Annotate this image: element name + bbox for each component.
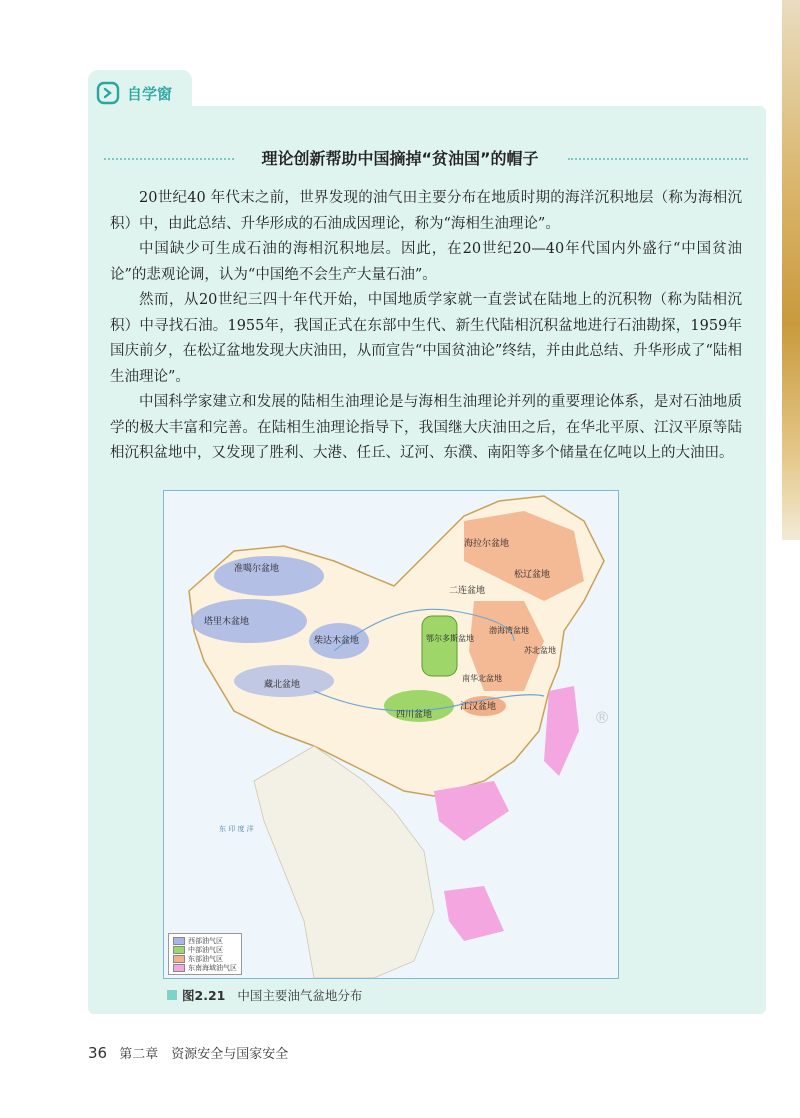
figure-number: 图2.21	[182, 988, 226, 1003]
legend-swatch	[173, 946, 185, 954]
paragraph-1: 20世纪40 年代末之前，世界发现的油气田主要分布在地质时期的海洋沉积地层（称为海相沉积）中，由此总结、升华形成的石油成因理论，称为“海相生油理论”。	[110, 190, 742, 232]
label-songliao-basin: 松辽盆地	[514, 570, 551, 580]
ordos-basin-area	[422, 616, 457, 676]
label-east-indian-ocean: 东 印 度 洋	[219, 825, 254, 833]
label-erlian-basin: 二连盆地	[449, 586, 486, 596]
figure-caption	[167, 986, 362, 1004]
label-bohai-basin: 渤海湾盆地	[489, 626, 529, 635]
label-ordos-basin: 鄂尔多斯盆地	[426, 634, 474, 643]
figure-caption-text: 中国主要油气盆地分布	[237, 988, 363, 1003]
label-sichuan-basin: 四川盆地	[396, 710, 433, 720]
box-title: 理论创新帮助中国摘掉“贫油国”的帽子	[261, 149, 539, 168]
label-junggar-basin: 准噶尔盆地	[234, 564, 280, 574]
publisher-trademark: ®	[594, 708, 610, 727]
east-sea-oil-area	[544, 686, 579, 776]
legend-label: 中部油气区	[188, 945, 223, 954]
legend-label: 西部油气区	[188, 936, 223, 945]
legend-swatch	[173, 955, 185, 963]
oil-basin-map	[163, 490, 619, 979]
section-tab-label: 自学窗	[127, 85, 173, 103]
label-tibet-basin: 藏北盆地	[264, 680, 301, 690]
title-rule-left	[104, 158, 234, 160]
legend-item-southeast-sea	[173, 963, 237, 972]
label-tarim-basin: 塔里木盆地	[204, 617, 250, 627]
map-legend	[168, 933, 242, 975]
south-sea-oil-area-2	[444, 886, 504, 941]
title-rule-right	[568, 158, 748, 160]
label-subei-basin: 苏北盆地	[524, 646, 556, 655]
legend-label: 东部油气区	[188, 954, 223, 963]
label-south-north-china-basin: 南华北盆地	[462, 674, 502, 683]
legend-swatch	[173, 937, 185, 945]
paragraph-3: 然而，从20世纪三四十年代开始，中国地质学家就一直尝试在陆地上的沉积物（称为陆相沉积）中寻找石油。1955年，我国正式在东部中生代、新生代陆相沉积盆地进行石油勘探，1959年国庆前夕，在松辽盆地发现大庆油田，从而宣告“中国贫油论”终结，并由此总结、升华形成了“陆相生油理论”。	[110, 292, 742, 385]
caption-marker-icon	[167, 990, 177, 1000]
page-footer	[88, 1043, 288, 1062]
label-jianghan-basin: 江汉盆地	[460, 702, 497, 712]
self-study-icon	[96, 80, 122, 106]
label-qaidam-basin: 柴达木盆地	[314, 636, 360, 646]
label-hailar-basin: 海拉尔盆地	[464, 539, 510, 549]
adjacent-page-photo-strip	[782, 0, 800, 540]
junggar-basin-area	[214, 556, 324, 596]
map-svg	[164, 491, 618, 978]
south-sea-oil-area-1	[434, 781, 509, 841]
paragraph-4: 中国科学家建立和发展的陆相生油理论是与海相生油理论并列的重要理论体系，是对石油地质学的极大丰富和完善。在陆相生油理论指导下，我国继大庆油田之后，在华北平原、江汉平原等陆相沉积盆地中，又发现了胜利、大港、任丘、辽河、东濮、南阳等多个储量在亿吨以上的大油田。	[110, 394, 742, 461]
page-number: 36	[88, 1044, 108, 1062]
chapter-title: 第二章 资源安全与国家安全	[119, 1047, 289, 1062]
legend-swatch	[173, 964, 185, 972]
legend-label: 东南海域油气区	[188, 963, 237, 972]
paragraph-2: 中国缺少可生成石油的海相沉积地层。因此，在20世纪20—40年代国内外盛行“中国贫油论”的悲观论调，认为“中国绝不会生产大量石油”。	[110, 241, 742, 283]
